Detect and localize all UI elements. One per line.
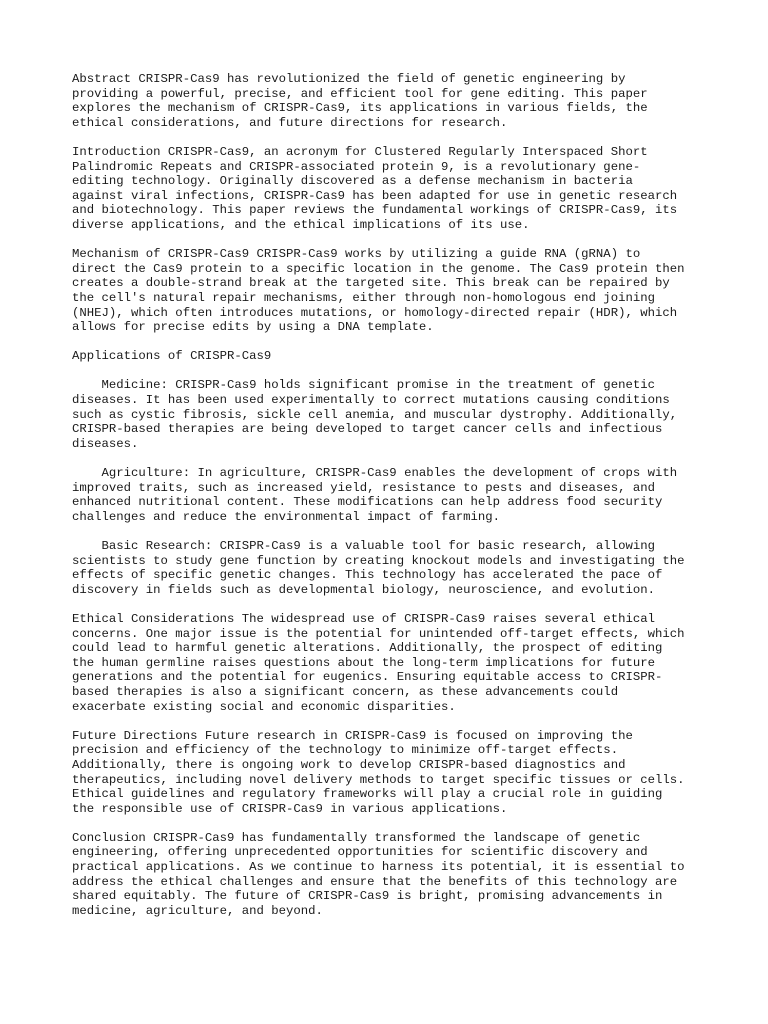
text-line: Mechanism of CRISPR-Cas9 CRISPR-Cas9 works by utilizing a guide RNA (gRNA) to: [72, 247, 641, 262]
text-line: creates a double-strand break at the targeted site. This break can be repaired by: [72, 276, 670, 291]
text-line: address the ethical challenges and ensure that the benefits of this technology are: [72, 874, 678, 889]
text-line: improved traits, such as increased yield, resistance to pests and diseases, and: [72, 480, 655, 495]
text-line: CRISPR-based therapies are being developed to target cancer cells and infectious: [72, 422, 663, 437]
text-line: Medicine: CRISPR-Cas9 holds significant promise in the treatment of genetic: [72, 378, 655, 393]
text-line: Applications of CRISPR-Cas9: [72, 349, 272, 364]
text-line: therapeutics, including novel delivery methods to target specific tissues or cells.: [72, 772, 685, 787]
text-line: editing technology. Originally discovered as a defense mechanism in bacteria: [72, 174, 633, 189]
text-line: against viral infections, CRISPR-Cas9 has been adapted for use in genetic research: [72, 188, 678, 203]
paragraph-introduction: [72, 145, 702, 233]
paragraph-mechanism: [72, 247, 702, 335]
text-line: practical applications. As we continue to harness its potential, it is essential to: [72, 860, 685, 875]
text-line: allows for precise edits by using a DNA template.: [72, 320, 434, 335]
paragraph-future-directions: [72, 729, 702, 817]
text-line: diseases. It has been used experimentally to correct mutations causing conditions: [72, 393, 670, 408]
text-line: Palindromic Repeats and CRISPR-associated protein 9, is a revolutionary gene-: [72, 159, 641, 174]
text-line: explores the mechanism of CRISPR-Cas9, its applications in various fields, the: [72, 101, 648, 116]
text-line: Introduction CRISPR-Cas9, an acronym for Clustered Regularly Interspaced Short: [72, 144, 648, 159]
text-line: precision and efficiency of the technology to minimize off-target effects.: [72, 743, 619, 758]
text-line: Conclusion CRISPR-Cas9 has fundamentally transformed the landscape of genetic: [72, 830, 641, 845]
paragraph-abstract: [72, 72, 702, 130]
text-line: could lead to harmful genetic alterations. Additionally, the prospect of editing: [72, 641, 663, 656]
text-line: Ethical Considerations The widespread use of CRISPR-Cas9 raises several ethical: [72, 611, 655, 626]
text-line: challenges and reduce the environmental impact of farming.: [72, 509, 501, 524]
text-line: scientists to study gene function by creating knockout models and investigating the: [72, 553, 685, 568]
text-line: the human germline raises questions about the long-term implications for future: [72, 655, 655, 670]
text-line: Additionally, there is ongoing work to develop CRISPR-based diagnostics and: [72, 757, 626, 772]
text-line: Abstract CRISPR-Cas9 has revolutionized the field of genetic engineering by: [72, 72, 626, 86]
paragraph-conclusion: [72, 831, 702, 919]
text-line: ethical considerations, and future directions for research.: [72, 115, 508, 130]
text-line: based therapies is also a significant concern, as these advancements could: [72, 684, 619, 699]
text-line: and biotechnology. This paper reviews the fundamental workings of CRISPR-Cas9, its: [72, 203, 678, 218]
paragraph-medicine: [72, 378, 702, 451]
text-line: diseases.: [72, 436, 139, 451]
text-line: generations and the potential for eugenics. Ensuring equitable access to CRISPR-: [72, 670, 663, 685]
document-body: [72, 72, 702, 918]
text-line: Basic Research: CRISPR-Cas9 is a valuable tool for basic research, allowing: [72, 539, 655, 553]
text-line: the responsible use of CRISPR-Cas9 in various applications.: [72, 801, 508, 816]
text-line: enhanced nutritional content. These modifications can help address food security: [72, 495, 663, 510]
document-page: [72, 72, 702, 933]
text-line: the cell's natural repair mechanisms, either through non-homologous end joining: [72, 290, 655, 305]
text-line: engineering, offering unprecedented opportunities for scientific discovery and: [72, 845, 648, 860]
paragraph-basic-research: [72, 539, 702, 597]
text-line: direct the Cas9 protein to a specific location in the genome. The Cas9 protein then: [72, 261, 685, 276]
text-line: (NHEJ), which often introduces mutations, or homology-directed repair (HDR), which: [72, 305, 678, 320]
text-line: discovery in fields such as developmental biology, neuroscience, and evolution.: [72, 582, 655, 597]
text-line: diverse applications, and the ethical implications of its use.: [72, 217, 530, 232]
paragraph-applications-heading: [72, 349, 702, 364]
text-line: Future Directions Future research in CRISPR-Cas9 is focused on improving the: [72, 728, 633, 743]
text-line: exacerbate existing social and economic disparities.: [72, 699, 456, 714]
text-line: Agriculture: In agriculture, CRISPR-Cas9 enables the development of crops with: [72, 466, 678, 481]
text-line: such as cystic fibrosis, sickle cell anemia, and muscular dystrophy. Additionally,: [72, 407, 678, 422]
paragraph-ethical-considerations: [72, 612, 702, 714]
text-line: medicine, agriculture, and beyond.: [72, 903, 323, 918]
text-line: effects of specific genetic changes. This technology has accelerated the pace of: [72, 568, 663, 583]
paragraph-agriculture: [72, 466, 702, 524]
text-line: shared equitably. The future of CRISPR-Cas9 is bright, promising advancements in: [72, 889, 663, 904]
text-line: Ethical guidelines and regulatory frameworks will play a crucial role in guiding: [72, 787, 663, 802]
text-line: concerns. One major issue is the potential for unintended off-target effects, which: [72, 626, 685, 641]
text-line: providing a powerful, precise, and efficient tool for gene editing. This paper: [72, 86, 648, 101]
